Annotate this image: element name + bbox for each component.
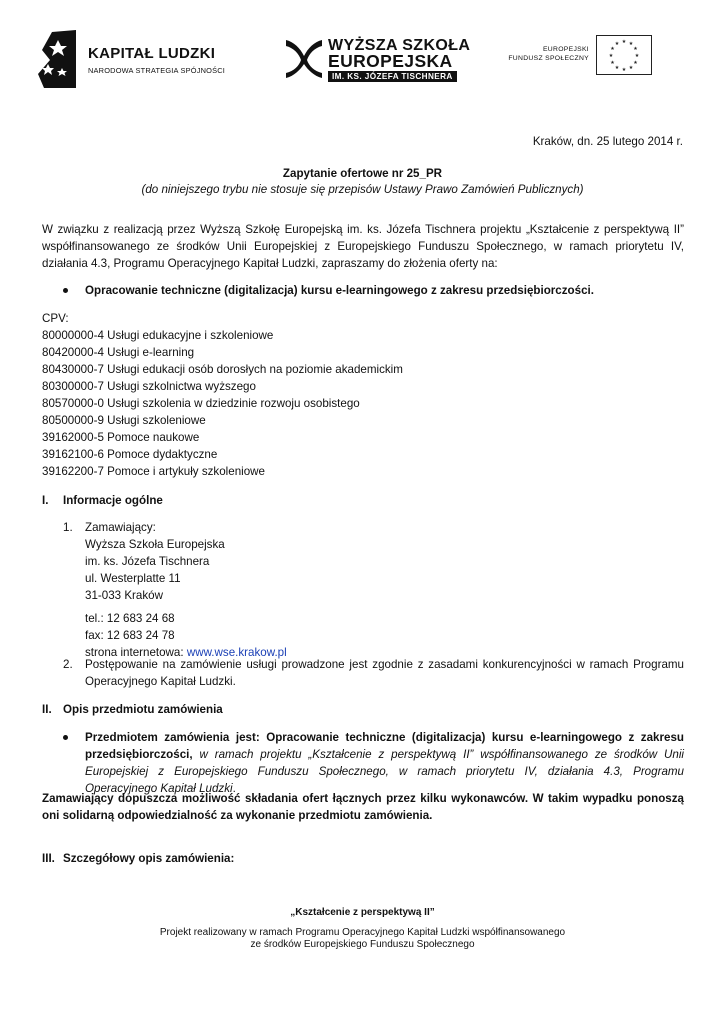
order-subject-italic: w ramach projektu „Kształcenie z perspektywą II” współfinansowanego ze środków Unii Europejskiej z Europejskiego Funduszu Społecznego, w ramach priorytetu IV, działania 4.3, Programu Operacyjnego Kapitał Ludzki [85,748,684,795]
address-line: im. ks. Józefa Tischnera [85,555,210,568]
section-3-number: III. [42,852,55,865]
order-subject-paragraph [85,729,684,797]
svg-text:★: ★ [634,53,640,59]
section-2-title: Opis przedmiotu zamówienia [63,703,223,716]
cpv-item: 80000000-4 Usługi edukacyjne i szkoleniowe [42,329,274,342]
svg-text:★: ★ [614,65,620,71]
intro-paragraph: W związku z realizacją przez Wyższą Szkołę Europejską im. ks. Józefa Tischnera projektu „Kształcenie z perspektywą II” współfinansowanego ze środków Unii Europejskiej z Europejskiego Funduszu Społecznego, w ramach priorytetu IV, działania 4.3, Programu Operacyjnego Kapitał Ludzki, zapraszamy do złożenia oferty na: [42,223,684,270]
document-date: Kraków, dn. 25 lutego 2014 r. [532,135,683,148]
svg-text:★: ★ [633,46,638,52]
address-line: 31-033 Kraków [85,589,163,602]
kapital-ludzki-logo [38,30,238,90]
section-2-number: II. [42,703,52,716]
offer-subject: Opracowanie techniczne (digitalizacja) kursu e-learningowego z zakresu przedsiębiorczości. [85,284,594,297]
website-link[interactable]: www.wse.krakow.pl [186,646,287,659]
wse-line2: EUROPEJSKA [328,51,453,71]
section-1-title: Informacje ogólne [63,494,163,507]
wse-logo [284,36,471,82]
kapital-ludzki-title: KAPITAŁ LUDZKI [88,45,216,62]
bullet-marker [63,288,68,293]
footer-line-1: Projekt realizowany w ramach Programu Operacyjnego Kapitał Ludzki współfinansowanego [159,927,566,938]
item-2-number: 2. [63,658,73,671]
eu-flag-icon [596,35,652,75]
kapital-ludzki-emblem-icon [38,30,76,90]
footer-line-2: ze środków Europejskiego Funduszu Społecznego [250,939,475,950]
order-subject-end: . [232,782,236,795]
document-title: Zapytanie ofertowe nr 25_PR [282,167,443,180]
svg-text:★: ★ [628,41,634,47]
svg-text:★: ★ [610,60,615,66]
svg-text:★: ★ [633,60,638,66]
address-line: Wyższa Szkoła Europejska [85,538,225,551]
kapital-ludzki-subtitle: NARODOWA STRATEGIA SPÓJNOŚCI [88,66,226,75]
wse-line1: WYŻSZA SZKOŁA [328,37,471,54]
svg-text:★: ★ [621,67,627,73]
svg-text:★: ★ [628,65,634,71]
svg-text:★: ★ [621,39,627,45]
cpv-item: 80300000-7 Usługi szkolnictwa wyższego [42,380,256,393]
footer-project-title: „Kształcenie z perspektywą II” [290,907,435,918]
cpv-list [42,327,642,480]
cpv-label: CPV: [42,312,69,325]
bullet-marker [63,735,68,740]
svg-text:★: ★ [614,41,620,47]
phone: tel.: 12 683 24 68 [85,612,175,625]
document-subtitle: (do niniejszego trybu nie stosuje się przepisów Ustawy Prawo Zamówień Publicznych) [141,183,584,196]
contact-info [85,610,485,661]
wse-line3: IM. KS. JÓZEFA TISCHNERA [328,71,457,82]
cpv-item: 39162000-5 Pomoce naukowe [42,431,200,444]
cpv-item: 80420000-4 Usługi e-learning [42,346,195,359]
wse-emblem-icon [284,38,324,78]
section-1-number: I. [42,494,49,507]
cpv-item: 80430000-7 Usługi edukacji osób dorosłych na poziomie akademickim [42,363,403,376]
efs-logo [505,35,653,77]
joint-offers-paragraph: Zamawiający dopuszcza możliwość składania ofert łącznych przez kilku wykonawców. W takim wypadku ponoszą oni solidarną odpowiedzialność za wykonanie przedmiotu zamówienia. [42,792,684,822]
website-label: strona internetowa: [85,646,187,659]
contracting-authority-label: Zamawiający: [85,521,156,534]
contracting-authority [85,519,485,604]
address-line: ul. Westerplatte 11 [85,572,181,585]
efs-line2: FUNDUSZ SPOŁECZNY [508,55,589,62]
cpv-item: 80570000-0 Usługi szkolenia w dziedzinie rozwoju osobistego [42,397,360,410]
item-1-number: 1. [63,521,73,534]
cpv-item: 39162100-6 Pomoce dydaktyczne [42,448,218,461]
order-subject-bold: Przedmiotem zamówienia jest: Opracowanie techniczne (digitalizacja) kursu e-learningowego z zakresu przedsiębiorczości, [85,731,684,761]
cpv-item: 39162200-7 Pomoce i artykuły szkoleniowe [42,465,265,478]
svg-text:★: ★ [610,46,615,52]
efs-line1: EUROPEJSKI [542,46,589,53]
svg-text:★: ★ [608,53,614,59]
section-3-title: Szczegółowy opis zamówienia: [63,852,235,865]
item-2-text: Postępowanie na zamówienie usługi prowadzone jest zgodnie z zasadami konkurencyjności w ramach Programu Operacyjnego Kapitał Ludzki. [85,658,684,688]
efs-text [505,45,589,63]
cpv-item: 80500000-9 Usługi szkoleniowe [42,414,206,427]
fax: fax: 12 683 24 78 [85,629,175,642]
